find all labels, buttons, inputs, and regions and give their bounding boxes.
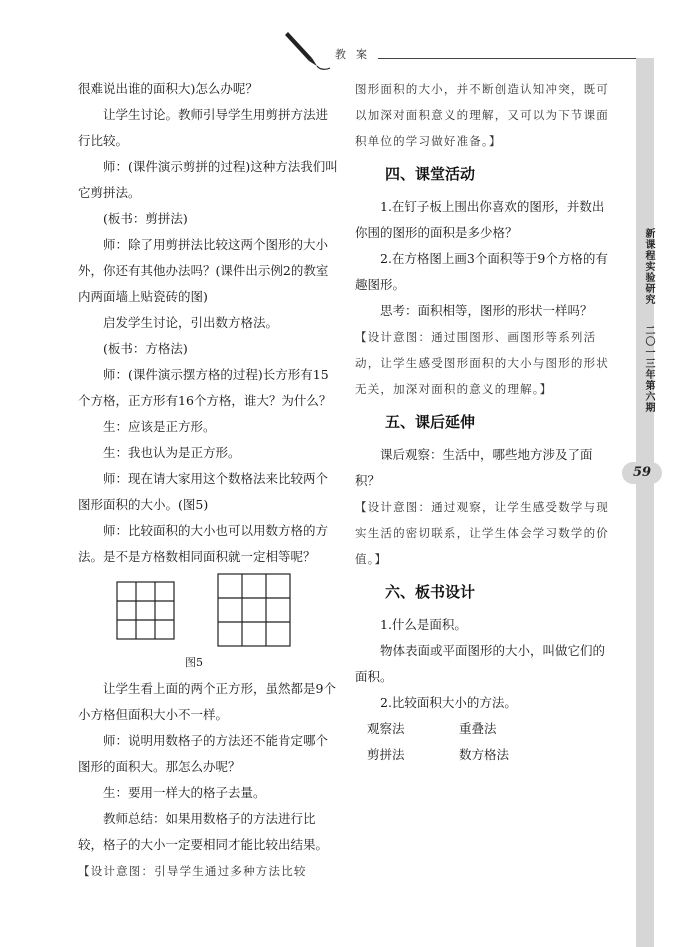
paragraph: 思考：面积相等，图形的形状一样吗？	[380, 303, 593, 318]
page-number: 59	[622, 462, 662, 484]
paragraph: 1.在钉子板上围出你喜欢的图形，并数出你围的图形的面积是多少格？	[355, 199, 605, 240]
paragraph: 师：比较面积的大小也可以用数方格的方法。是不是方格数相同面积就一定相等呢？	[78, 523, 329, 564]
section-heading: 四、课堂活动	[385, 165, 476, 183]
paragraph: 师：(课件演示摆方格的过程)长方形有15个方格，正方形有16个方格，谁大？为什么？	[78, 367, 332, 408]
paragraph: (板书：剪拼法)	[103, 211, 188, 226]
paragraph: 2.比较面积大小的方法。	[380, 695, 517, 710]
section-heading: 六、板书设计	[385, 583, 476, 601]
paragraph: 师：(课件演示剪拼的过程)这种方法我们叫它剪拼法。	[78, 159, 338, 200]
paragraph: 2.在方格图上画3个面积等于9个方格的有趣图形。	[355, 251, 608, 292]
design-note: 【设计意图：引导学生通过多种方法比较	[78, 864, 307, 878]
method-label: 剪拼法	[367, 747, 405, 762]
grid-squares-figure	[78, 570, 340, 650]
design-note: 【设计意图：通过围图形、画图形等系列活动，让学生感受图形面积的大小与图形的形状无关，加深对面积的意义的理解。】	[355, 330, 609, 396]
paragraph: 教师总结：如果用数格子的方法进行比较，格子的大小一定要相同才能比较出结果。	[78, 811, 329, 852]
paragraph: 师：现在请大家用这个数格法来比较两个图形面积的大小。(图5)	[78, 471, 329, 512]
method-label: 观察法	[367, 721, 405, 736]
method-row	[355, 742, 615, 768]
paragraph: 让学生讨论。教师引导学生用剪拼方法进行比较。	[78, 107, 329, 148]
paragraph: 物体表面或平面图形的大小，叫做它们的面积。	[355, 643, 606, 684]
small-grid	[117, 582, 174, 639]
design-note: 【设计意图：通过观察，让学生感受数学与现实生活的密切联系，让学生体会学习数学的价值。】	[355, 500, 609, 566]
paragraph: 课后观察：生活中，哪些地方涉及了面积？	[355, 447, 593, 488]
method-label: 数方格法	[459, 747, 510, 762]
sidebar-bar	[636, 58, 654, 947]
paragraph: 生：要用一样大的格子去量。	[103, 785, 266, 800]
header-title: 教案	[335, 48, 377, 61]
paragraph: (板书：方格法)	[103, 341, 188, 356]
pen-icon	[282, 30, 332, 75]
paragraph: 启发学生讨论，引出数方格法。	[103, 315, 279, 330]
sidebar-journal-info	[640, 228, 654, 413]
paragraph: 1.什么是面积。	[380, 617, 467, 632]
paragraph: 很难说出谁的面积大)怎么办呢？	[78, 81, 258, 96]
figure-caption: 图5	[185, 656, 203, 669]
right-column	[355, 76, 615, 768]
method-label: 重叠法	[459, 721, 497, 736]
design-note: 图形面积的大小，并不断创造认知冲突，既可以加深对面积意义的理解，又可以为下节课面积单位的学习做好准备。】	[355, 82, 609, 148]
large-grid	[218, 574, 290, 646]
paragraph: 生：我也认为是正方形。	[103, 445, 241, 460]
sidebar-issue: 第六期	[643, 380, 654, 413]
page-header	[0, 0, 680, 80]
method-row	[355, 716, 615, 742]
left-column	[78, 76, 340, 884]
paragraph: 师：除了用剪拼法比较这两个图形的大小外，你还有其他办法吗？(课件出示例2的教室内两面墙上贴瓷砖的图)	[78, 237, 329, 304]
paragraph: 师：说明用数格子的方法还不能肯定哪个图形的面积大。那怎么办呢？	[78, 733, 329, 774]
header-rule	[378, 58, 640, 59]
paragraph: 让学生看上面的两个正方形，虽然都是9个小方格但面积大小不一样。	[78, 681, 336, 722]
figure-5	[78, 570, 340, 650]
sidebar-year: 二〇一三年	[643, 325, 654, 380]
paragraph: 生：应该是正方形。	[103, 419, 216, 434]
section-heading: 五、课后延伸	[385, 413, 476, 431]
sidebar-journal: 新课程实验研究	[643, 228, 654, 305]
